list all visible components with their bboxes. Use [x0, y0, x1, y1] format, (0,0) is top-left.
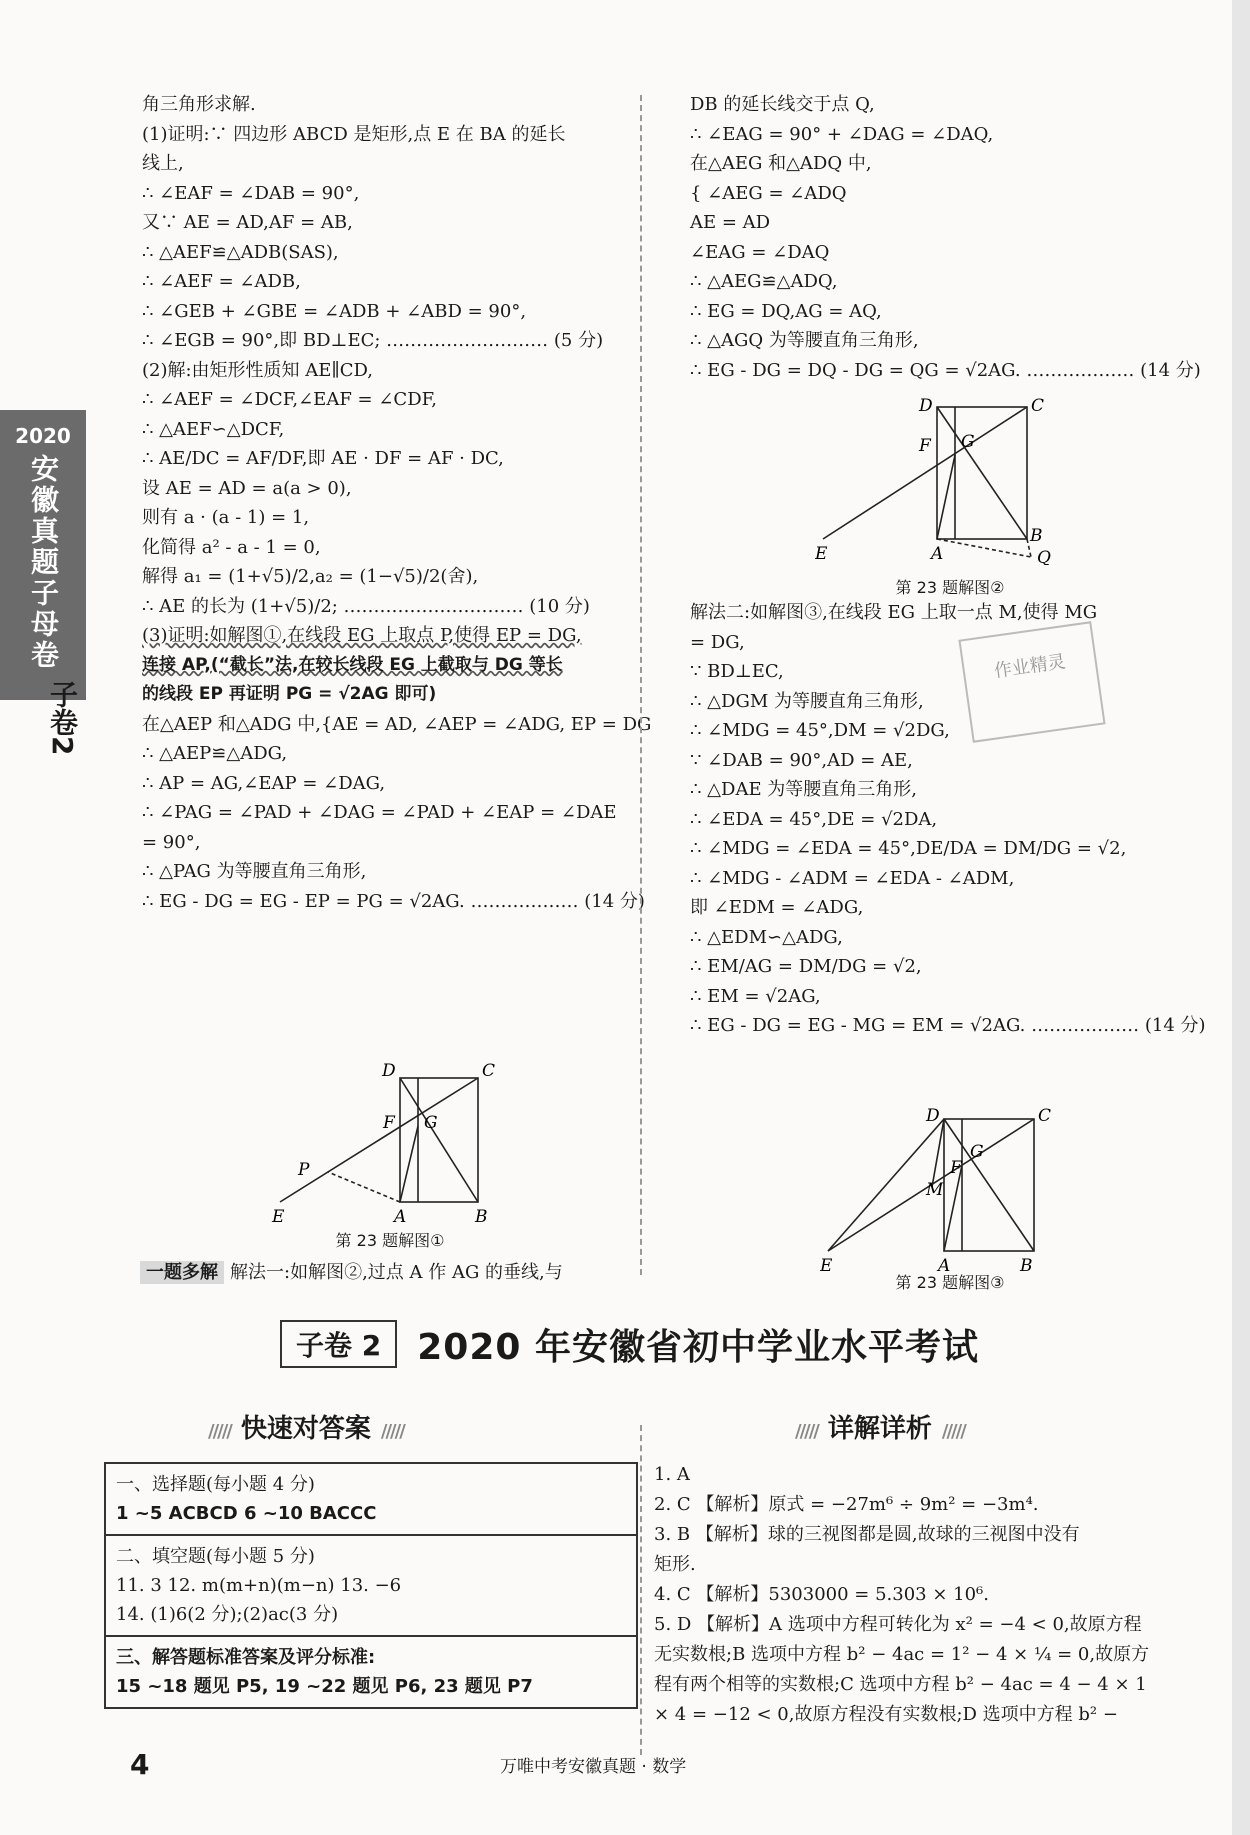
text-line: (1)证明:∵ 四边形 ABCD 是矩形,点 E 在 BA 的延长 [142, 123, 566, 145]
text-line: 则有 a · (a - 1) = 1, [142, 507, 310, 528]
text-line: ∠EAG = ∠DAQ [690, 241, 830, 263]
detail-heading: ///// 详解详析 ///// [795, 1414, 965, 1444]
text-line: { ∠AEG = ∠ADQ [690, 182, 847, 204]
choice-answers: 1 ~5 ACBCD 6 ~10 BACCC [116, 1503, 377, 1524]
detail-heading-text: 详解详析 [827, 1414, 932, 1444]
text-line: ∴ ∠EGB = 90°,即 BD⊥EC; ……………………… (5 分) [142, 330, 604, 351]
fig2-caption: 第 23 题解图② [895, 578, 1005, 597]
text-line: ∴ △DGM 为等腰直角三角形, [690, 690, 924, 712]
fig3-label-m: M [926, 1180, 944, 1200]
tip-text: 解法一:如解图②,过点 A 作 AG 的垂线,与 [230, 1262, 563, 1283]
fig3-label-c: C [1038, 1106, 1052, 1126]
fig3-label-f: F [950, 1158, 962, 1178]
text-line: ∴ EG - DG = EG - EP = PG = √2AG. ……………… (14 分) [142, 890, 645, 912]
stamp-text: 作业精灵 [992, 651, 1067, 683]
one-problem-many-solutions [140, 1258, 563, 1284]
text-line: 在△AEP 和△ADG 中,{AE = AD, ∠AEP = ∠ADG, EP = DG [142, 713, 652, 735]
fig1-caption: 第 23 题解图① [335, 1231, 445, 1250]
text-line: (3)证明:如解图①,在线段 EG 上取点 P,使得 EP = DG, [142, 625, 582, 646]
text-line: 线上, [142, 153, 184, 174]
text-line: ∵ BD⊥EC, [690, 661, 784, 682]
text-line: 无实数根;B 选项中方程 b² − 4ac = 1² − 4 × ¼ = 0,故原方 [654, 1644, 1150, 1665]
fig1-label-f: F [383, 1113, 395, 1133]
exam-banner [280, 1320, 979, 1368]
text-line: = DG, [690, 631, 745, 653]
text-line: ∴ ∠MDG - ∠ADM = ∠EDA - ∠ADM, [690, 867, 1015, 889]
text-line: 矩形. [654, 1554, 696, 1575]
text-line: = 90°, [142, 831, 201, 853]
quick-heading-text: 快速对答案 [240, 1414, 371, 1444]
fig2-label-g: G [961, 432, 975, 452]
fill-line-2: 14. (1)6(2 分);(2)ac(3 分) [116, 1604, 339, 1625]
tip-tag: 一题多解 [140, 1261, 224, 1284]
fill-title: 二、填空题(每小题 5 分) [116, 1546, 315, 1567]
fig1-label-b: B [475, 1207, 488, 1225]
figure-3 [820, 1105, 1060, 1275]
text-line: ∴ △AEP≌△ADG, [142, 743, 288, 764]
solve-title: 三、解答题标准答案及评分标准: [116, 1647, 376, 1668]
text-line: 4. C 【解析】5303000 = 5.303 × 10⁶. [654, 1584, 989, 1605]
text-line: ∴ ∠EAF = ∠DAB = 90°, [142, 182, 360, 204]
text-line: 3. B 【解析】球的三视图都是圆,故球的三视图中没有 [654, 1524, 1080, 1545]
fig3-label-g: G [970, 1142, 984, 1162]
text-line: ∴ ∠MDG = ∠EDA = 45°,DE/DA = DM/DG = √2, [690, 838, 1127, 859]
text-line: 在△AEG 和△ADQ 中, [690, 153, 872, 174]
text-line: ∴ ∠AEF = ∠DCF,∠EAF = ∠CDF, [142, 389, 438, 410]
text-line: 程有两个相等的实数根;C 选项中方程 b² − 4ac = 4 − 4 × 1 [654, 1674, 1147, 1695]
side-tab [0, 410, 86, 700]
text-line: ∴ AE/DC = AF/DF,即 AE · DF = AF · DC, [142, 448, 504, 469]
fig1-label-e: E [272, 1207, 285, 1225]
banner-title: 2020 年安徽省初中学业水平考试 [417, 1326, 979, 1368]
fig2-label-d: D [919, 396, 933, 416]
text-line: 连接 AP,(“截长”法,在较长线段 EG 上截取与 DG 等长 [142, 654, 563, 675]
right-column-a [690, 90, 1201, 385]
page-number: 4 [130, 1748, 150, 1781]
text-line: ∴ △AEF≌△ADB(SAS), [142, 241, 339, 263]
fig3-label-b: B [1020, 1256, 1033, 1275]
text-line: 设 AE = AD = a(a > 0), [142, 477, 352, 499]
text-line: ∴ ∠EAG = 90° + ∠DAG = ∠DAQ, [690, 123, 994, 145]
figure-2 [815, 395, 1055, 565]
text-line: 2. C 【解析】原式 = −27m⁶ ÷ 9m² = −3m⁴. [654, 1494, 1039, 1515]
footer-text: 万唯中考安徽真题 · 数学 [500, 1757, 687, 1777]
text-line: ∴ ∠AEF = ∠ADB, [142, 271, 301, 292]
text-line: 解法二:如解图③,在线段 EG 上取一点 M,使得 MG [690, 602, 1098, 623]
text-line: 1. A [654, 1464, 690, 1485]
text-line: ∴ AE 的长为 (1+√5)/2; ………………………… (10 分) [142, 595, 590, 617]
text-line: (2)解:由矩形性质知 AE∥CD, [142, 359, 374, 381]
choice-title: 一、选择题(每小题 4 分) [116, 1474, 315, 1495]
text-line: 5. D 【解析】A 选项中方程可转化为 x² = −4 < 0,故原方程 [654, 1614, 1142, 1635]
fig3-label-a: A [938, 1256, 951, 1275]
text-line: ∴ ∠EDA = 45°,DE = √2DA, [690, 808, 938, 830]
text-line: 即 ∠EDM = ∠ADG, [690, 897, 864, 918]
quick-answers-heading: ///// 快速对答案 ///// [208, 1414, 404, 1444]
text-line: ∴ EG - DG = DQ - DG = QG = √2AG. ……………… (14 分) [690, 359, 1201, 381]
text-line: ∵ ∠DAB = 90°,AD = AE, [690, 749, 913, 771]
page-edge [1232, 0, 1250, 1835]
watermark-stamp [958, 621, 1105, 743]
column-divider [640, 95, 642, 1275]
text-line: ∴ EM/AG = DM/DG = √2, [690, 956, 922, 977]
text-line: ∴ △EDM∽△ADG, [690, 926, 843, 948]
text-line: 的线段 EP 再证明 PG = √2AG 即可) [142, 684, 437, 704]
fig2-label-c: C [1031, 396, 1045, 416]
fig3-label-e: E [820, 1256, 833, 1275]
text-line: ∴ △AEF∽△DCF, [142, 418, 285, 440]
detail-column [654, 1460, 1174, 1730]
text-line: ∴ ∠GEB + ∠GBE = ∠ADB + ∠ABD = 90°, [142, 300, 527, 322]
bottom-divider [640, 1425, 642, 1755]
fig2-label-f: F [919, 436, 931, 456]
text-line: DB 的延长线交于点 Q, [690, 94, 875, 115]
text-line: 角三角形求解. [142, 94, 256, 115]
right-column-b [690, 598, 1206, 1041]
fig1-label-p: P [298, 1160, 310, 1180]
text-line: 解得 a₁ = (1+√5)/2,a₂ = (1−√5)/2(舍), [142, 566, 479, 587]
text-line: ∴ △DAE 为等腰直角三角形, [690, 779, 918, 800]
section-fill [106, 1536, 636, 1637]
text-line: × 4 = −12 < 0,故原方程没有实数根;D 选项中方程 b² − [654, 1704, 1118, 1725]
text-line: ∴ ∠PAG = ∠PAD + ∠DAG = ∠PAD + ∠EAP = ∠DAE [142, 802, 617, 823]
side-tab-sub: 子卷2 [46, 680, 79, 756]
text-line: ∴ △AEG≌△ADQ, [690, 271, 838, 292]
text-line: ∴ AP = AG,∠EAP = ∠DAG, [142, 772, 386, 794]
fig1-label-c: C [482, 1061, 496, 1081]
figure-1 [270, 1060, 510, 1225]
banner-box: 子卷 2 [280, 1320, 397, 1368]
fig1-label-d: D [382, 1061, 396, 1081]
text-line: ∴ EM = √2AG, [690, 985, 821, 1007]
fig2-label-q: Q [1037, 548, 1051, 565]
section-solve [106, 1637, 636, 1707]
fill-line-1: 11. 3 12. m(m+n)(m−n) 13. −6 [116, 1575, 402, 1596]
fig1-label-g: G [424, 1113, 438, 1133]
quick-answer-table [104, 1462, 638, 1709]
text-line: 化简得 a² - a - 1 = 0, [142, 536, 321, 558]
fig1-label-a: A [394, 1207, 407, 1225]
section-choice [106, 1464, 636, 1536]
text-line: 又∵ AE = AD,AF = AB, [142, 212, 353, 233]
fig3-label-d: D [926, 1106, 940, 1126]
text-line: ∴ EG = DQ,AG = AQ, [690, 300, 882, 322]
fig2-label-a: A [931, 544, 944, 564]
fig3-caption: 第 23 题解图③ [895, 1273, 1005, 1292]
solve-body: 15 ~18 题见 P5, 19 ~22 题见 P6, 23 题见 P7 [116, 1676, 533, 1697]
text-line: ∴ EG - DG = EG - MG = EM = √2AG. ……………… (14 分) [690, 1015, 1206, 1036]
text-line: AE = AD [690, 212, 771, 233]
text-line: ∴ ∠MDG = 45°,DM = √2DG, [690, 720, 950, 741]
fig2-label-b: B [1030, 526, 1043, 546]
side-tab-year: 2020 [15, 424, 71, 448]
text-line: ∴ △AGQ 为等腰直角三角形, [690, 330, 919, 351]
fig2-label-e: E [815, 544, 828, 564]
side-tab-title: 安徽真题子母卷 [27, 454, 60, 671]
text-line: ∴ △PAG 为等腰直角三角形, [142, 861, 367, 882]
left-column [142, 90, 652, 916]
